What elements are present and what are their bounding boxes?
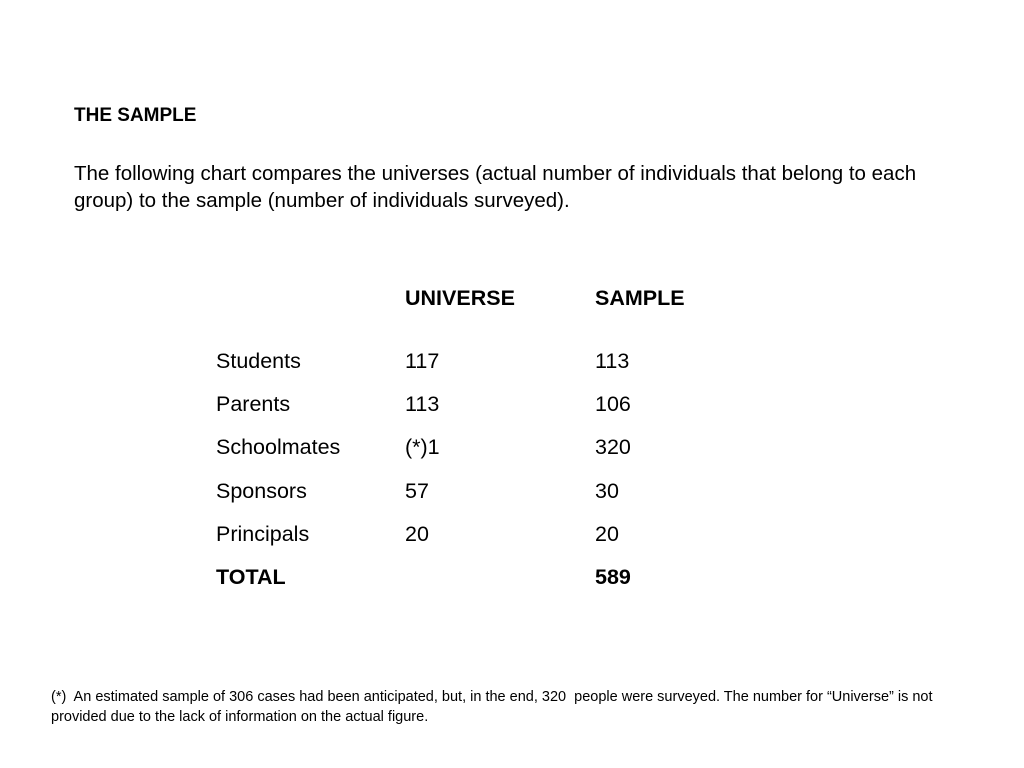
row-sample: 20 — [595, 521, 619, 546]
table-total-row — [216, 556, 745, 599]
table-row — [216, 340, 745, 383]
row-group: Parents — [216, 392, 291, 417]
total-label: TOTAL — [216, 564, 286, 589]
table-row — [216, 383, 745, 426]
intro-paragraph: The following chart compares the universes (actual number of individuals that belong to each group) to the sample (number of individuals surveyed). — [74, 162, 917, 212]
header-sample: SAMPLE — [595, 286, 685, 310]
row-universe: 57 — [405, 478, 429, 503]
table-row — [216, 470, 745, 513]
row-universe: (*)1 — [405, 435, 440, 460]
header-universe: UNIVERSE — [405, 286, 515, 310]
row-sample: 30 — [595, 478, 619, 503]
table-header-row — [216, 286, 745, 320]
row-group: Schoolmates — [216, 435, 341, 460]
total-sample: 589 — [595, 564, 631, 589]
table-body — [216, 340, 745, 599]
table-row — [216, 426, 745, 469]
row-group: Students — [216, 349, 301, 373]
row-universe: 117 — [405, 349, 440, 373]
page-heading: THE SAMPLE — [74, 105, 197, 126]
row-sample: 106 — [595, 392, 631, 417]
row-group: Sponsors — [216, 478, 307, 503]
row-sample: 320 — [595, 435, 631, 460]
table-row — [216, 513, 745, 556]
sample-table — [216, 286, 745, 599]
row-sample: 113 — [595, 349, 630, 373]
row-group: Principals — [216, 521, 310, 546]
row-universe: 113 — [405, 392, 440, 417]
row-universe: 20 — [405, 521, 429, 546]
footnote: (*) An estimated sample of 306 cases had been anticipated, but, in the end, 320 people were surveyed. The number for “Universe” is not provided due to the lack of information on the actual figure. — [51, 689, 937, 725]
